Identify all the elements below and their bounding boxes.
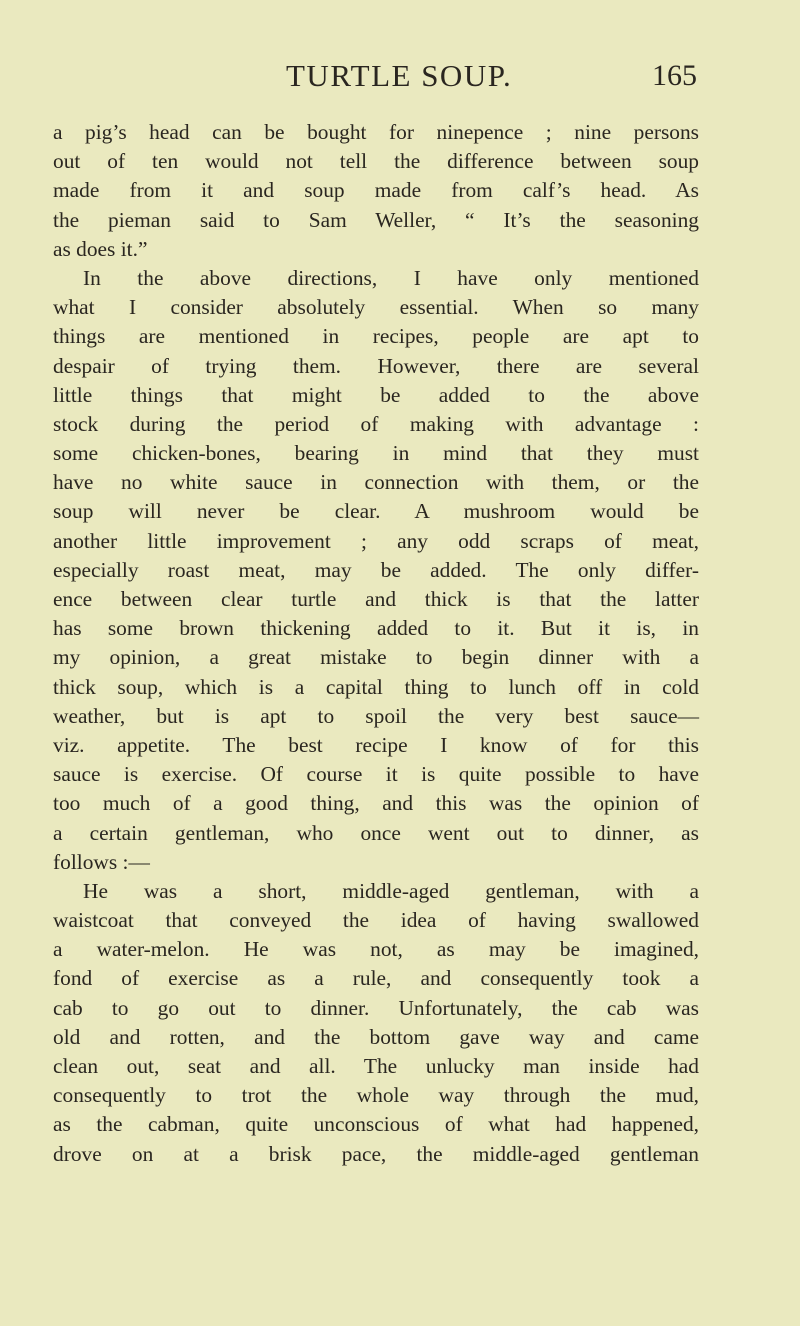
text-line: thick soup, which is a capital thing to lunch off in cold bbox=[53, 674, 699, 699]
text-line: soup will never be clear. A mushroom would be bbox=[53, 499, 699, 524]
text-line: my opinion, a great mistake to begin dinner with a bbox=[53, 645, 699, 670]
text-line: stock during the period of making with advantage : bbox=[53, 411, 699, 436]
text-line: drove on at a brisk pace, the middle-aged gentleman bbox=[53, 1141, 699, 1166]
text-line: has some brown thickening added to it. But it is, in bbox=[53, 616, 699, 641]
text-line: have no white sauce in connection with them, or the bbox=[53, 470, 699, 495]
text-line: sauce is exercise. Of course it is quite possible to have bbox=[53, 762, 699, 787]
text-line: things are mentioned in recipes, people are apt to bbox=[53, 324, 699, 349]
text-line: old and rotten, and the bottom gave way and came bbox=[53, 1024, 699, 1049]
text-line: what I consider absolutely essential. When so many bbox=[53, 295, 699, 320]
text-line: a pig’s head can be bought for ninepence ; nine persons bbox=[53, 120, 699, 144]
body-text bbox=[53, 118, 699, 1169]
text-line: follows :— bbox=[53, 849, 150, 874]
text-line: despair of trying them. However, there are several bbox=[53, 353, 699, 378]
text-line: cab to go out to dinner. Unfortunately, the cab was bbox=[53, 995, 699, 1020]
text-line: viz. appetite. The best recipe I know of for this bbox=[53, 732, 699, 757]
text-line: ence between clear turtle and thick is that the latter bbox=[53, 587, 699, 611]
text-line: a certain gentleman, who once went out to dinner, as bbox=[53, 820, 699, 845]
running-head bbox=[0, 56, 800, 96]
text-line: weather, but is apt to spoil the very best sauce— bbox=[53, 703, 699, 728]
text-line: consequently to trot the whole way through the mud, bbox=[53, 1083, 699, 1108]
text-line: another little improvement ; any odd scraps of meat, bbox=[53, 528, 699, 553]
text-line: a water-melon. He was not, as may be imagined, bbox=[53, 937, 699, 962]
text-line: as does it.” bbox=[53, 236, 148, 261]
running-title: TURTLE SOUP. bbox=[286, 58, 513, 93]
text-line: fond of exercise as a rule, and consequently took a bbox=[53, 966, 699, 991]
text-line: waistcoat that conveyed the idea of having swallowed bbox=[53, 908, 699, 933]
text-line: out of ten would not tell the difference between soup bbox=[53, 149, 699, 174]
text-line: too much of a good thing, and this was the opinion of bbox=[53, 791, 699, 816]
text-line: made from it and soup made from calf’s head. As bbox=[53, 178, 699, 203]
text-line: especially roast meat, may be added. The only differ- bbox=[53, 557, 699, 582]
text-line: the pieman said to Sam Weller, “ It’s the seasoning bbox=[53, 207, 699, 232]
text-line: some chicken-bones, bearing in mind that they must bbox=[53, 441, 699, 466]
text-line: little things that might be added to the above bbox=[53, 382, 699, 407]
paragraph bbox=[53, 877, 699, 1169]
page-number: 165 bbox=[652, 59, 697, 92]
text-line: In the above directions, I have only mentioned bbox=[83, 265, 699, 290]
text-line: as the cabman, quite unconscious of what had happened, bbox=[53, 1112, 699, 1137]
text-line: clean out, seat and all. The unlucky man inside had bbox=[53, 1054, 699, 1078]
paragraph bbox=[53, 264, 699, 877]
text-line: He was a short, middle-aged gentleman, with a bbox=[83, 878, 699, 903]
paragraph bbox=[53, 118, 699, 264]
